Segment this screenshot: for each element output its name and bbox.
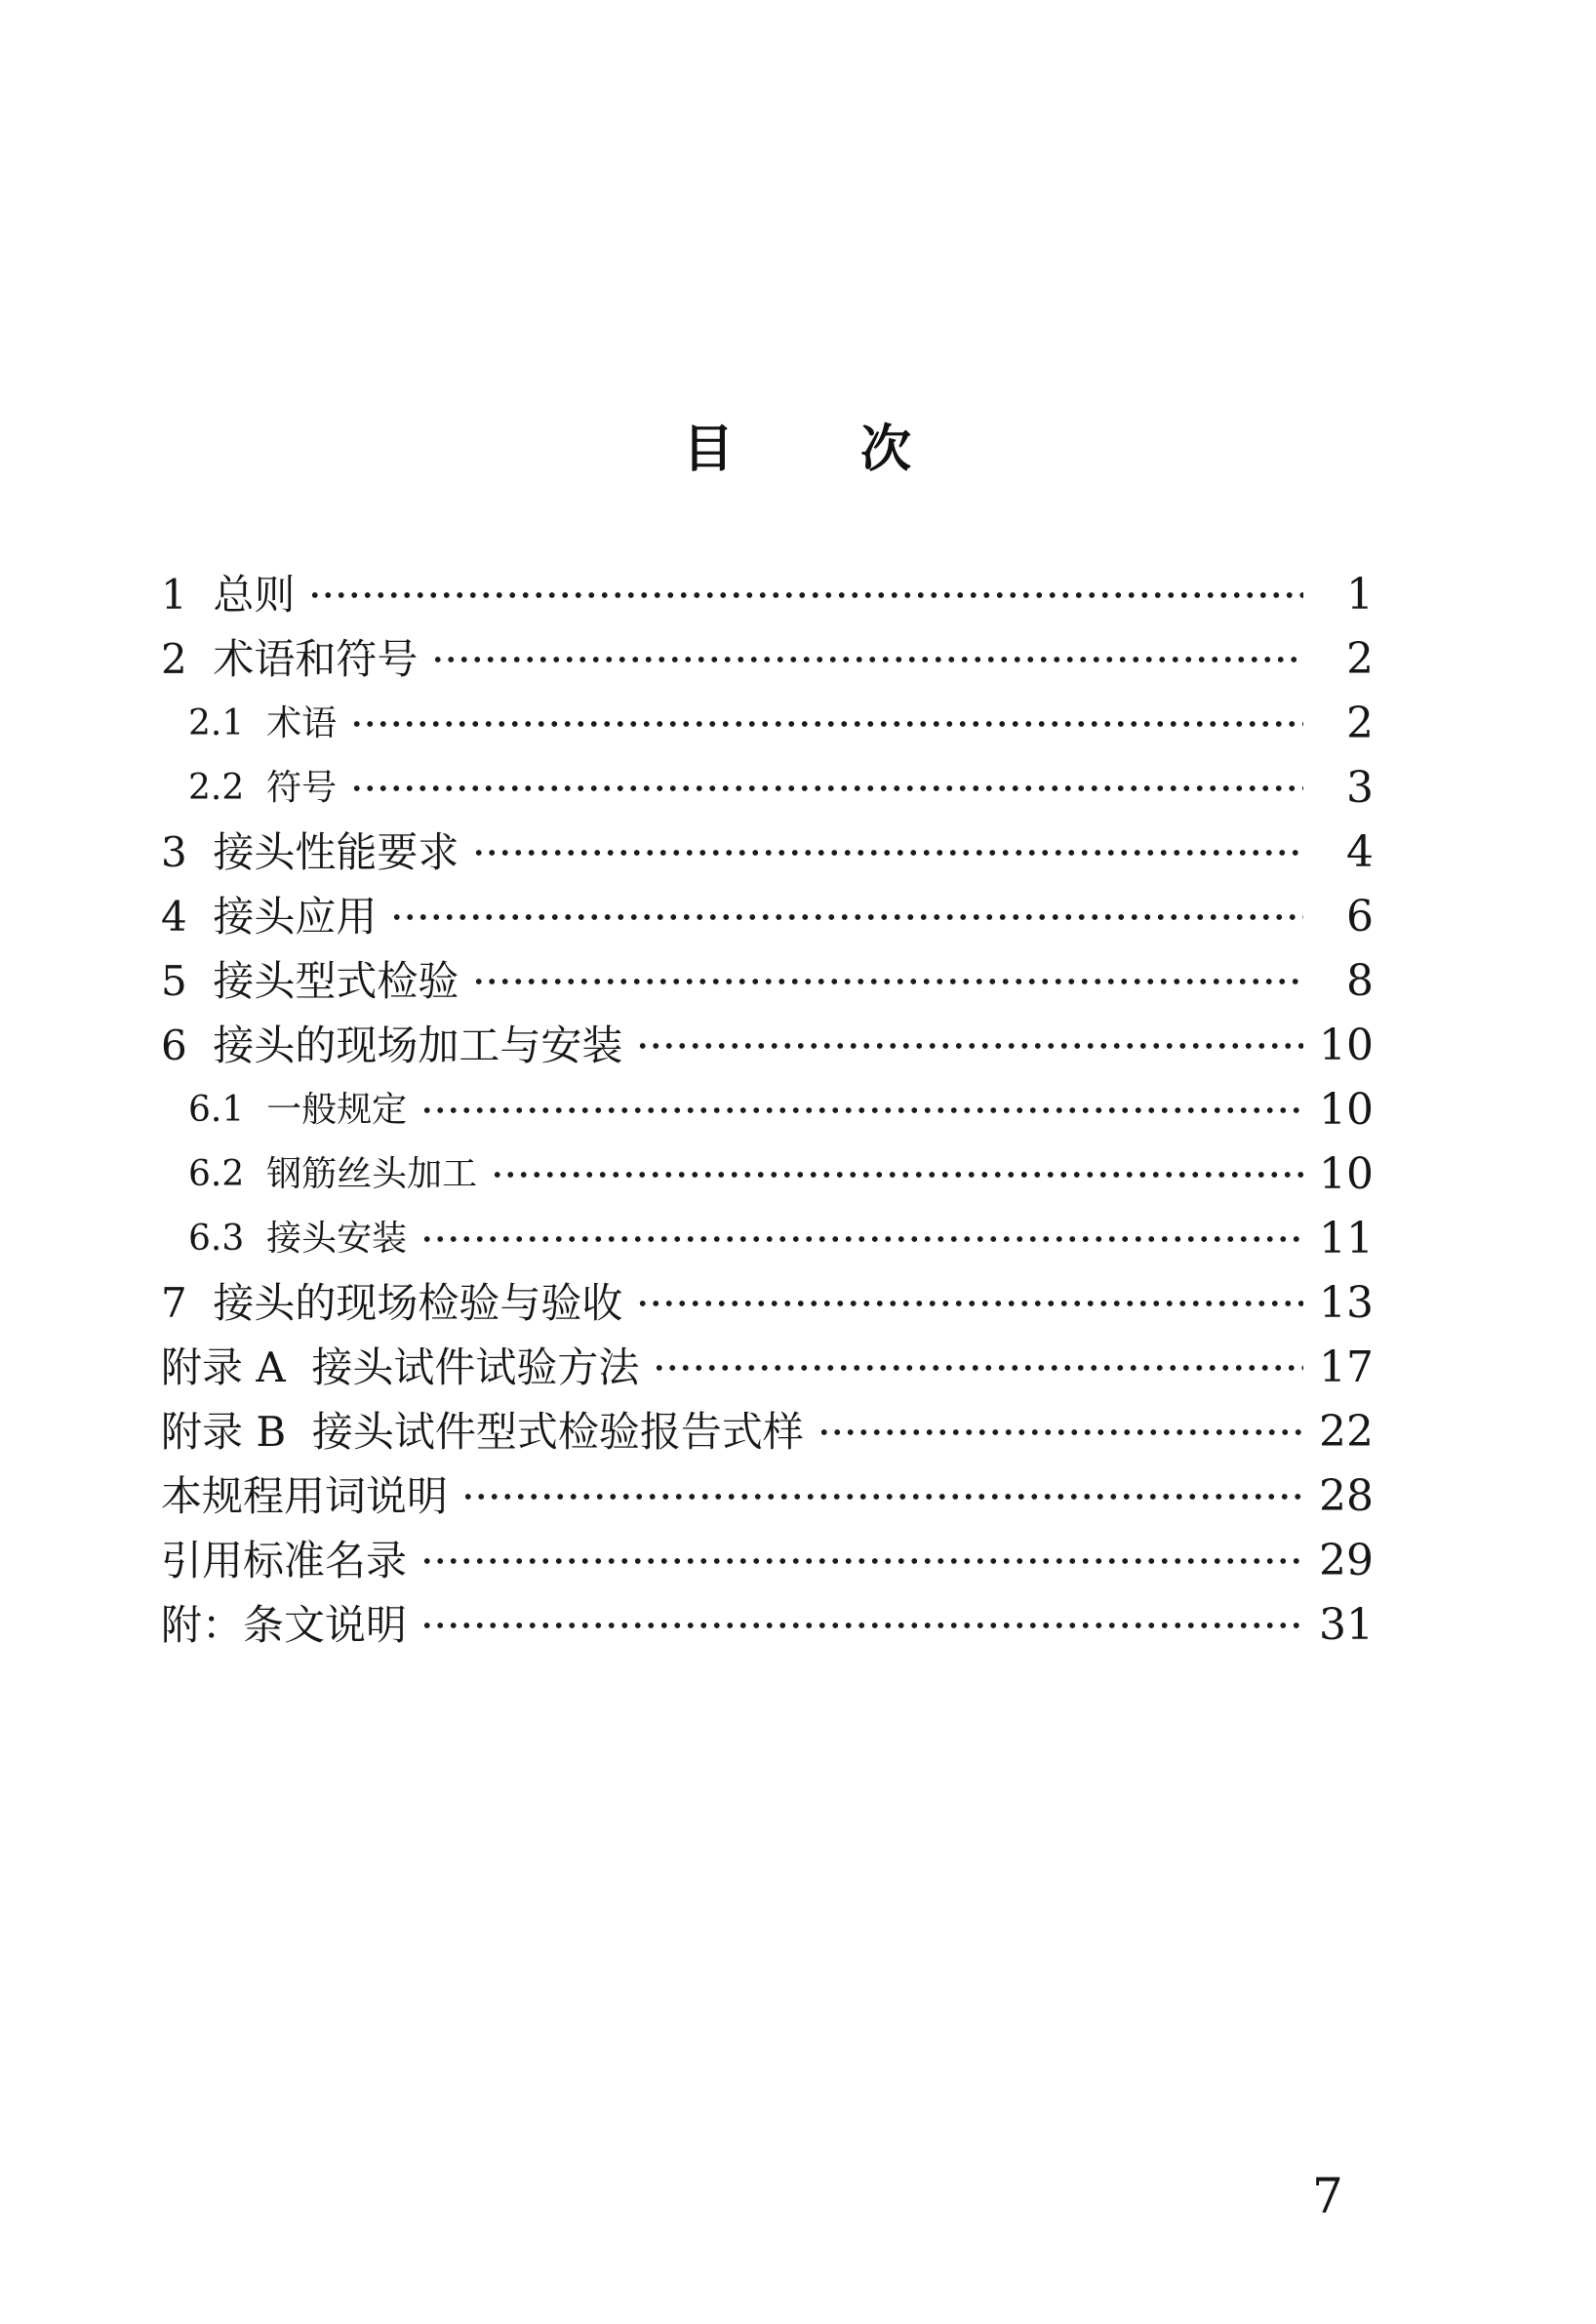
toc-list bbox=[161, 563, 1374, 1658]
dotted-leader bbox=[636, 1037, 1303, 1055]
dotted-leader bbox=[431, 651, 1303, 668]
toc-entry bbox=[161, 563, 1374, 627]
toc-entry-page: 1 bbox=[1346, 570, 1374, 620]
dotted-leader bbox=[350, 715, 1303, 733]
toc-entry-page: 4 bbox=[1346, 827, 1374, 877]
toc-entry-page: 28 bbox=[1319, 1471, 1374, 1521]
toc-entry-label: 3 接头性能要求 bbox=[161, 828, 459, 876]
dotted-leader bbox=[818, 1423, 1303, 1441]
toc-entry bbox=[161, 692, 1374, 756]
toc-entry-label: 6 接头的现场加工与安装 bbox=[161, 1022, 623, 1069]
dotted-leader bbox=[461, 1488, 1303, 1505]
toc-entry-page: 22 bbox=[1319, 1407, 1374, 1457]
toc-entry-label: 2 术语和符号 bbox=[161, 635, 419, 683]
dotted-leader bbox=[653, 1359, 1303, 1377]
toc-entry bbox=[161, 1271, 1374, 1336]
toc-entry-label: 附录 B 接头试件型式检验报告式样 bbox=[161, 1408, 804, 1456]
toc-entry-page: 2 bbox=[1346, 634, 1374, 684]
toc-entry bbox=[161, 949, 1374, 1014]
dotted-leader bbox=[420, 1230, 1303, 1248]
toc-entry bbox=[161, 1142, 1374, 1207]
dotted-leader bbox=[491, 1166, 1303, 1183]
dotted-leader bbox=[420, 1617, 1303, 1634]
toc-entry bbox=[161, 756, 1374, 821]
dotted-leader bbox=[390, 908, 1303, 926]
toc-entry-page: 6 bbox=[1346, 892, 1374, 942]
toc-entry bbox=[161, 1336, 1374, 1400]
toc-entry bbox=[161, 885, 1374, 949]
toc-entry-label: 附录 A 接头试件试验方法 bbox=[161, 1343, 640, 1391]
dotted-leader bbox=[636, 1295, 1303, 1312]
toc-entry-label: 引用标准名录 bbox=[161, 1537, 408, 1584]
dotted-leader bbox=[472, 973, 1303, 990]
toc-entry-page: 13 bbox=[1319, 1278, 1374, 1328]
toc-entry-label: 4 接头应用 bbox=[161, 893, 378, 941]
toc-entry-label: 本规程用词说明 bbox=[161, 1472, 449, 1520]
toc-entry-label: 6.3 接头安装 bbox=[188, 1219, 408, 1259]
toc-entry bbox=[161, 1014, 1374, 1078]
toc-entry-label: 6.1 一般规定 bbox=[188, 1090, 408, 1130]
toc-entry-page: 17 bbox=[1319, 1342, 1374, 1392]
toc-entry bbox=[161, 1464, 1374, 1529]
toc-entry bbox=[161, 627, 1374, 692]
toc-entry-label: 6.2 钢筋丝头加工 bbox=[188, 1154, 478, 1194]
dotted-leader bbox=[472, 844, 1303, 861]
page-number: 7 bbox=[1312, 2168, 1343, 2224]
toc-entry-page: 10 bbox=[1319, 1085, 1374, 1135]
toc-entry-label: 5 接头型式检验 bbox=[161, 957, 459, 1005]
toc-entry-page: 8 bbox=[1346, 956, 1374, 1006]
page-title: 目 次 bbox=[682, 420, 914, 479]
dotted-leader bbox=[308, 586, 1303, 604]
toc-entry-page: 3 bbox=[1346, 763, 1374, 813]
toc-entry-page: 31 bbox=[1319, 1600, 1374, 1650]
toc-entry-page: 2 bbox=[1346, 699, 1374, 748]
dotted-leader bbox=[420, 1552, 1303, 1570]
toc-entry-label: 1 总则 bbox=[161, 571, 296, 619]
toc-entry bbox=[161, 1207, 1374, 1271]
toc-entry bbox=[161, 1078, 1374, 1142]
toc-entry-page: 11 bbox=[1319, 1214, 1374, 1263]
toc-entry bbox=[161, 1593, 1374, 1658]
toc-entry-label: 2.1 术语 bbox=[188, 703, 338, 743]
toc-entry bbox=[161, 821, 1374, 885]
dotted-leader bbox=[350, 780, 1303, 797]
toc-entry-label: 2.2 符号 bbox=[188, 768, 338, 808]
toc-entry-page: 29 bbox=[1319, 1536, 1374, 1585]
toc-entry-page: 10 bbox=[1319, 1149, 1374, 1199]
toc-entry bbox=[161, 1400, 1374, 1464]
toc-entry-label: 7 接头的现场检验与验收 bbox=[161, 1279, 623, 1327]
toc-entry-label: 附：条文说明 bbox=[161, 1601, 408, 1649]
toc-entry-page: 10 bbox=[1319, 1021, 1374, 1070]
dotted-leader bbox=[420, 1102, 1303, 1119]
toc-entry bbox=[161, 1529, 1374, 1593]
